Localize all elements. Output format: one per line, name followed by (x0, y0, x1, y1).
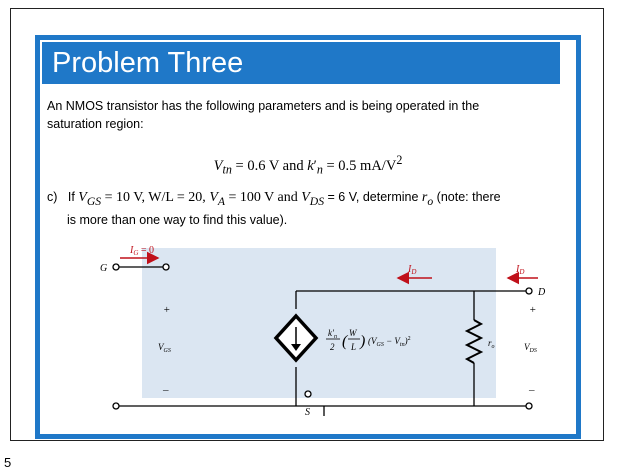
svg-text:(VGS − Vtn)2: $(V_{GS} - V_{tn})^2$ (368, 336, 411, 348)
id-label: $I_D$ (516, 264, 525, 276)
circuit-background (142, 248, 496, 398)
page-number: 5 (4, 455, 12, 470)
intro-line-1: An NMOS transistor has the following parameters and is being operated in the (47, 99, 480, 113)
ro-label: $r_o$ (488, 338, 495, 350)
svg-text:W: W (349, 328, 357, 338)
kn-subscript: n (316, 162, 323, 177)
vds-symbol: V (301, 190, 310, 205)
nmos-small-signal-circuit (90, 236, 550, 416)
vtn-value: = 0.6 V and (231, 157, 308, 174)
source-label: S (305, 407, 310, 418)
drain-terminal (526, 288, 532, 294)
vgs-subscript: GS (86, 194, 102, 208)
svg-text:L: L (351, 342, 357, 352)
va-symbol: V (209, 190, 218, 205)
ro-symbol: r (421, 190, 428, 205)
svg-text:2: 2 (330, 342, 335, 352)
kn-symbol: k (307, 157, 314, 174)
vds-subscript: DS (309, 194, 325, 208)
id-prime-label: $I_D$ (408, 264, 417, 276)
svg-text:k′n: $k'_n$ (328, 328, 337, 340)
vds-plus: + (529, 304, 537, 316)
part-c-text-e: (note: there (433, 190, 501, 204)
svg-text:(: ( (342, 333, 348, 350)
vgs-symbol: V (78, 190, 87, 205)
slide-content (35, 35, 581, 439)
part-c-line-1 (47, 188, 567, 211)
gate-label: G (100, 263, 108, 274)
part-c-text-a: If (67, 190, 79, 204)
ig-label: $I_G = 0$ (130, 245, 155, 257)
part-c-line-2: is more than one way to find this value). (67, 212, 288, 227)
vgs-label: $V_{GS}$ (158, 342, 171, 354)
bottom-right-terminal (526, 403, 532, 409)
part-c-label: c) (47, 190, 58, 204)
gate-terminal (113, 264, 119, 270)
svg-text:): ) (360, 333, 366, 350)
vtn-symbol: V (213, 157, 223, 174)
slide-frame (10, 8, 604, 441)
bottom-left-terminal (113, 403, 119, 409)
title-bar (42, 42, 560, 84)
vds-minus: – (529, 384, 535, 396)
drain-label: D (538, 287, 546, 298)
vgs-plus: + (163, 304, 171, 316)
slide-title: Problem Three (52, 47, 244, 79)
part-c-question (47, 188, 567, 229)
parameter-equation (40, 153, 576, 178)
kn-prime: ′ (313, 157, 317, 174)
vtn-subscript: tn (222, 162, 232, 177)
part-c-text-d: = 6 V, determine (324, 190, 422, 204)
intro-paragraph (47, 97, 547, 133)
kn-exponent: 2 (396, 153, 403, 167)
vds-label: $V_{DS}$ (524, 342, 537, 354)
part-c-text-b: = 10 V, W/L = 20, (101, 190, 210, 205)
vgs-minus: – (163, 384, 169, 396)
kn-value: = 0.5 mA/V (322, 157, 397, 174)
part-c-text-c: = 100 V and (225, 190, 302, 205)
ro-subscript: o (427, 194, 434, 208)
va-subscript: A (217, 194, 225, 208)
intro-line-2: saturation region: (47, 117, 144, 131)
gate-open-terminal (163, 264, 169, 270)
